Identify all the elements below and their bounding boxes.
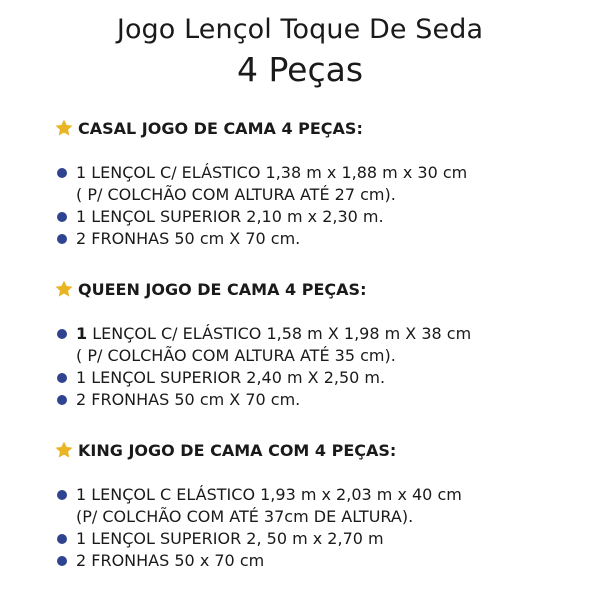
section-heading — [54, 277, 594, 301]
list-item — [54, 550, 594, 572]
list-item-text: 1 LENÇOL SUPERIOR 2,40 m X 2,50 m. — [76, 368, 386, 387]
bullet-icon — [57, 556, 67, 566]
list-item-description: LENÇOL C/ ELÁSTICO 1,58 m X 1,98 m X 38 cm — [87, 324, 472, 343]
bullet-icon — [57, 373, 67, 383]
list-item — [54, 528, 594, 550]
bullet-icon — [57, 168, 67, 178]
list-item — [54, 228, 594, 250]
section-casal — [54, 116, 594, 250]
list-item-text: 1 LENÇOL C/ ELÁSTICO 1,38 m x 1,88 m x 30 cm — [76, 163, 468, 182]
bullet-icon — [57, 534, 67, 544]
list-item-quantity: 1 — [76, 324, 88, 343]
bullet-icon — [57, 490, 67, 500]
list-item-text: 1 LENÇOL C ELÁSTICO 1,93 m x 2,03 m x 40 cm — [76, 485, 462, 504]
list-item-continuation: ( P/ COLCHÃO COM ALTURA ATÉ 27 cm). — [76, 185, 396, 204]
bullet-icon — [57, 395, 67, 405]
list-item — [54, 367, 594, 389]
star-icon — [54, 279, 74, 299]
page-title: Jogo Lençol Toque De Seda — [116, 14, 484, 45]
list-item — [54, 162, 594, 184]
bullet-icon — [57, 329, 67, 339]
section-heading-text: QUEEN JOGO DE CAMA 4 PEÇAS: — [78, 279, 367, 299]
list-item-text — [76, 323, 471, 345]
list-item — [54, 484, 594, 506]
page-subtitle: 4 Peças — [236, 50, 364, 89]
list-item-continuation: (P/ COLCHÃO COM ATÉ 37cm DE ALTURA). — [76, 507, 414, 526]
star-icon — [54, 440, 74, 460]
section-heading — [54, 116, 594, 140]
section-king — [54, 438, 594, 572]
section-heading-text: CASAL JOGO DE CAMA 4 PEÇAS: — [78, 118, 363, 138]
list-item-text: 2 FRONHAS 50 x 70 cm — [76, 551, 265, 570]
section-heading — [54, 438, 594, 462]
bullet-icon — [57, 212, 67, 222]
list-item-text: 1 LENÇOL SUPERIOR 2, 50 m x 2,70 m — [76, 529, 384, 548]
section-queen — [54, 277, 594, 411]
star-icon — [54, 118, 74, 138]
list-item-text: 2 FRONHAS 50 cm X 70 cm. — [76, 390, 301, 409]
section-heading-text: KING JOGO DE CAMA COM 4 PEÇAS: — [78, 440, 397, 460]
list-item-continuation: ( P/ COLCHÃO COM ALTURA ATÉ 35 cm). — [76, 346, 396, 365]
list-item — [54, 323, 594, 345]
bullet-icon — [57, 234, 67, 244]
list-item — [54, 389, 594, 411]
list-item-text: 1 LENÇOL SUPERIOR 2,10 m x 2,30 m. — [76, 207, 384, 226]
list-item-text: 2 FRONHAS 50 cm X 70 cm. — [76, 229, 301, 248]
list-item — [54, 206, 594, 228]
